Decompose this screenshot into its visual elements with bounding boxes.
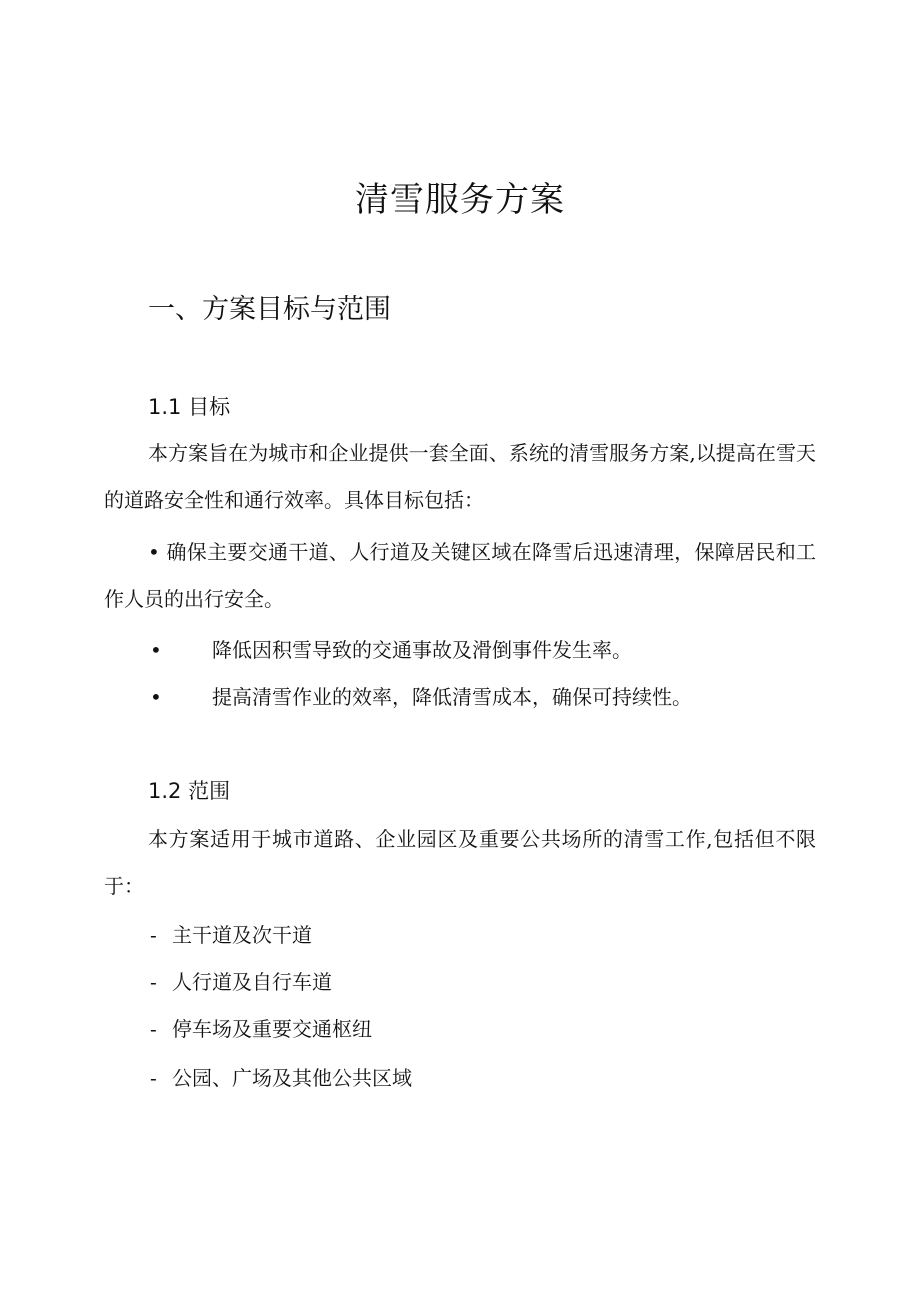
dash-mark: - [150, 1017, 157, 1041]
scope-list-item [150, 1014, 372, 1044]
document-title: 清雪服务方案 [355, 180, 565, 220]
section-heading: 一、方案目标与范围 [148, 294, 391, 325]
dash-mark: - [150, 1066, 157, 1090]
scope-item-text: 人行道及自行车道 [172, 970, 332, 994]
bullet-mark: • [150, 638, 162, 662]
bullet-mark: • [150, 685, 162, 709]
scope-list-item [150, 920, 312, 950]
goal-bullet-1 [104, 529, 816, 623]
subsection-heading-scope: 1.2 范围 [148, 779, 231, 803]
subsection-heading-goal: 1.1 目标 [148, 395, 231, 419]
goal-bullet-1-content [104, 529, 816, 623]
scope-list-item [150, 1063, 412, 1093]
scope-item-text: 公园、广场及其他公共区域 [172, 1066, 412, 1090]
goal-bullet-3-text: 提高清雪作业的效率，降低清雪成本，确保可持续性。 [212, 685, 692, 709]
scope-list-item [150, 967, 332, 997]
scope-intro-paragraph: 本方案适用于城市道路、企业园区及重要公共场所的清雪工作,包括但不限于： [104, 827, 816, 898]
dash-mark: - [150, 970, 157, 994]
scope-item-text: 主干道及次干道 [172, 923, 312, 947]
goal-bullet-2-text: 降低因积雪导致的交通事故及滑倒事件发生率。 [212, 638, 632, 662]
goal-intro-paragraph: 本方案旨在为城市和企业提供一套全面、系统的清雪服务方案,以提高在雪天的道路安全性和通行效率。具体目标包括： [104, 441, 816, 512]
scope-item-text: 停车场及重要交通枢纽 [172, 1017, 372, 1041]
goal-bullet-1-text: 确保主要交通干道、人行道及关键区域在降雪后迅速清理，保障居民和工作人员的出行安全。 [104, 540, 817, 611]
bullet-mark: • [148, 540, 160, 564]
dash-mark: - [150, 923, 157, 947]
